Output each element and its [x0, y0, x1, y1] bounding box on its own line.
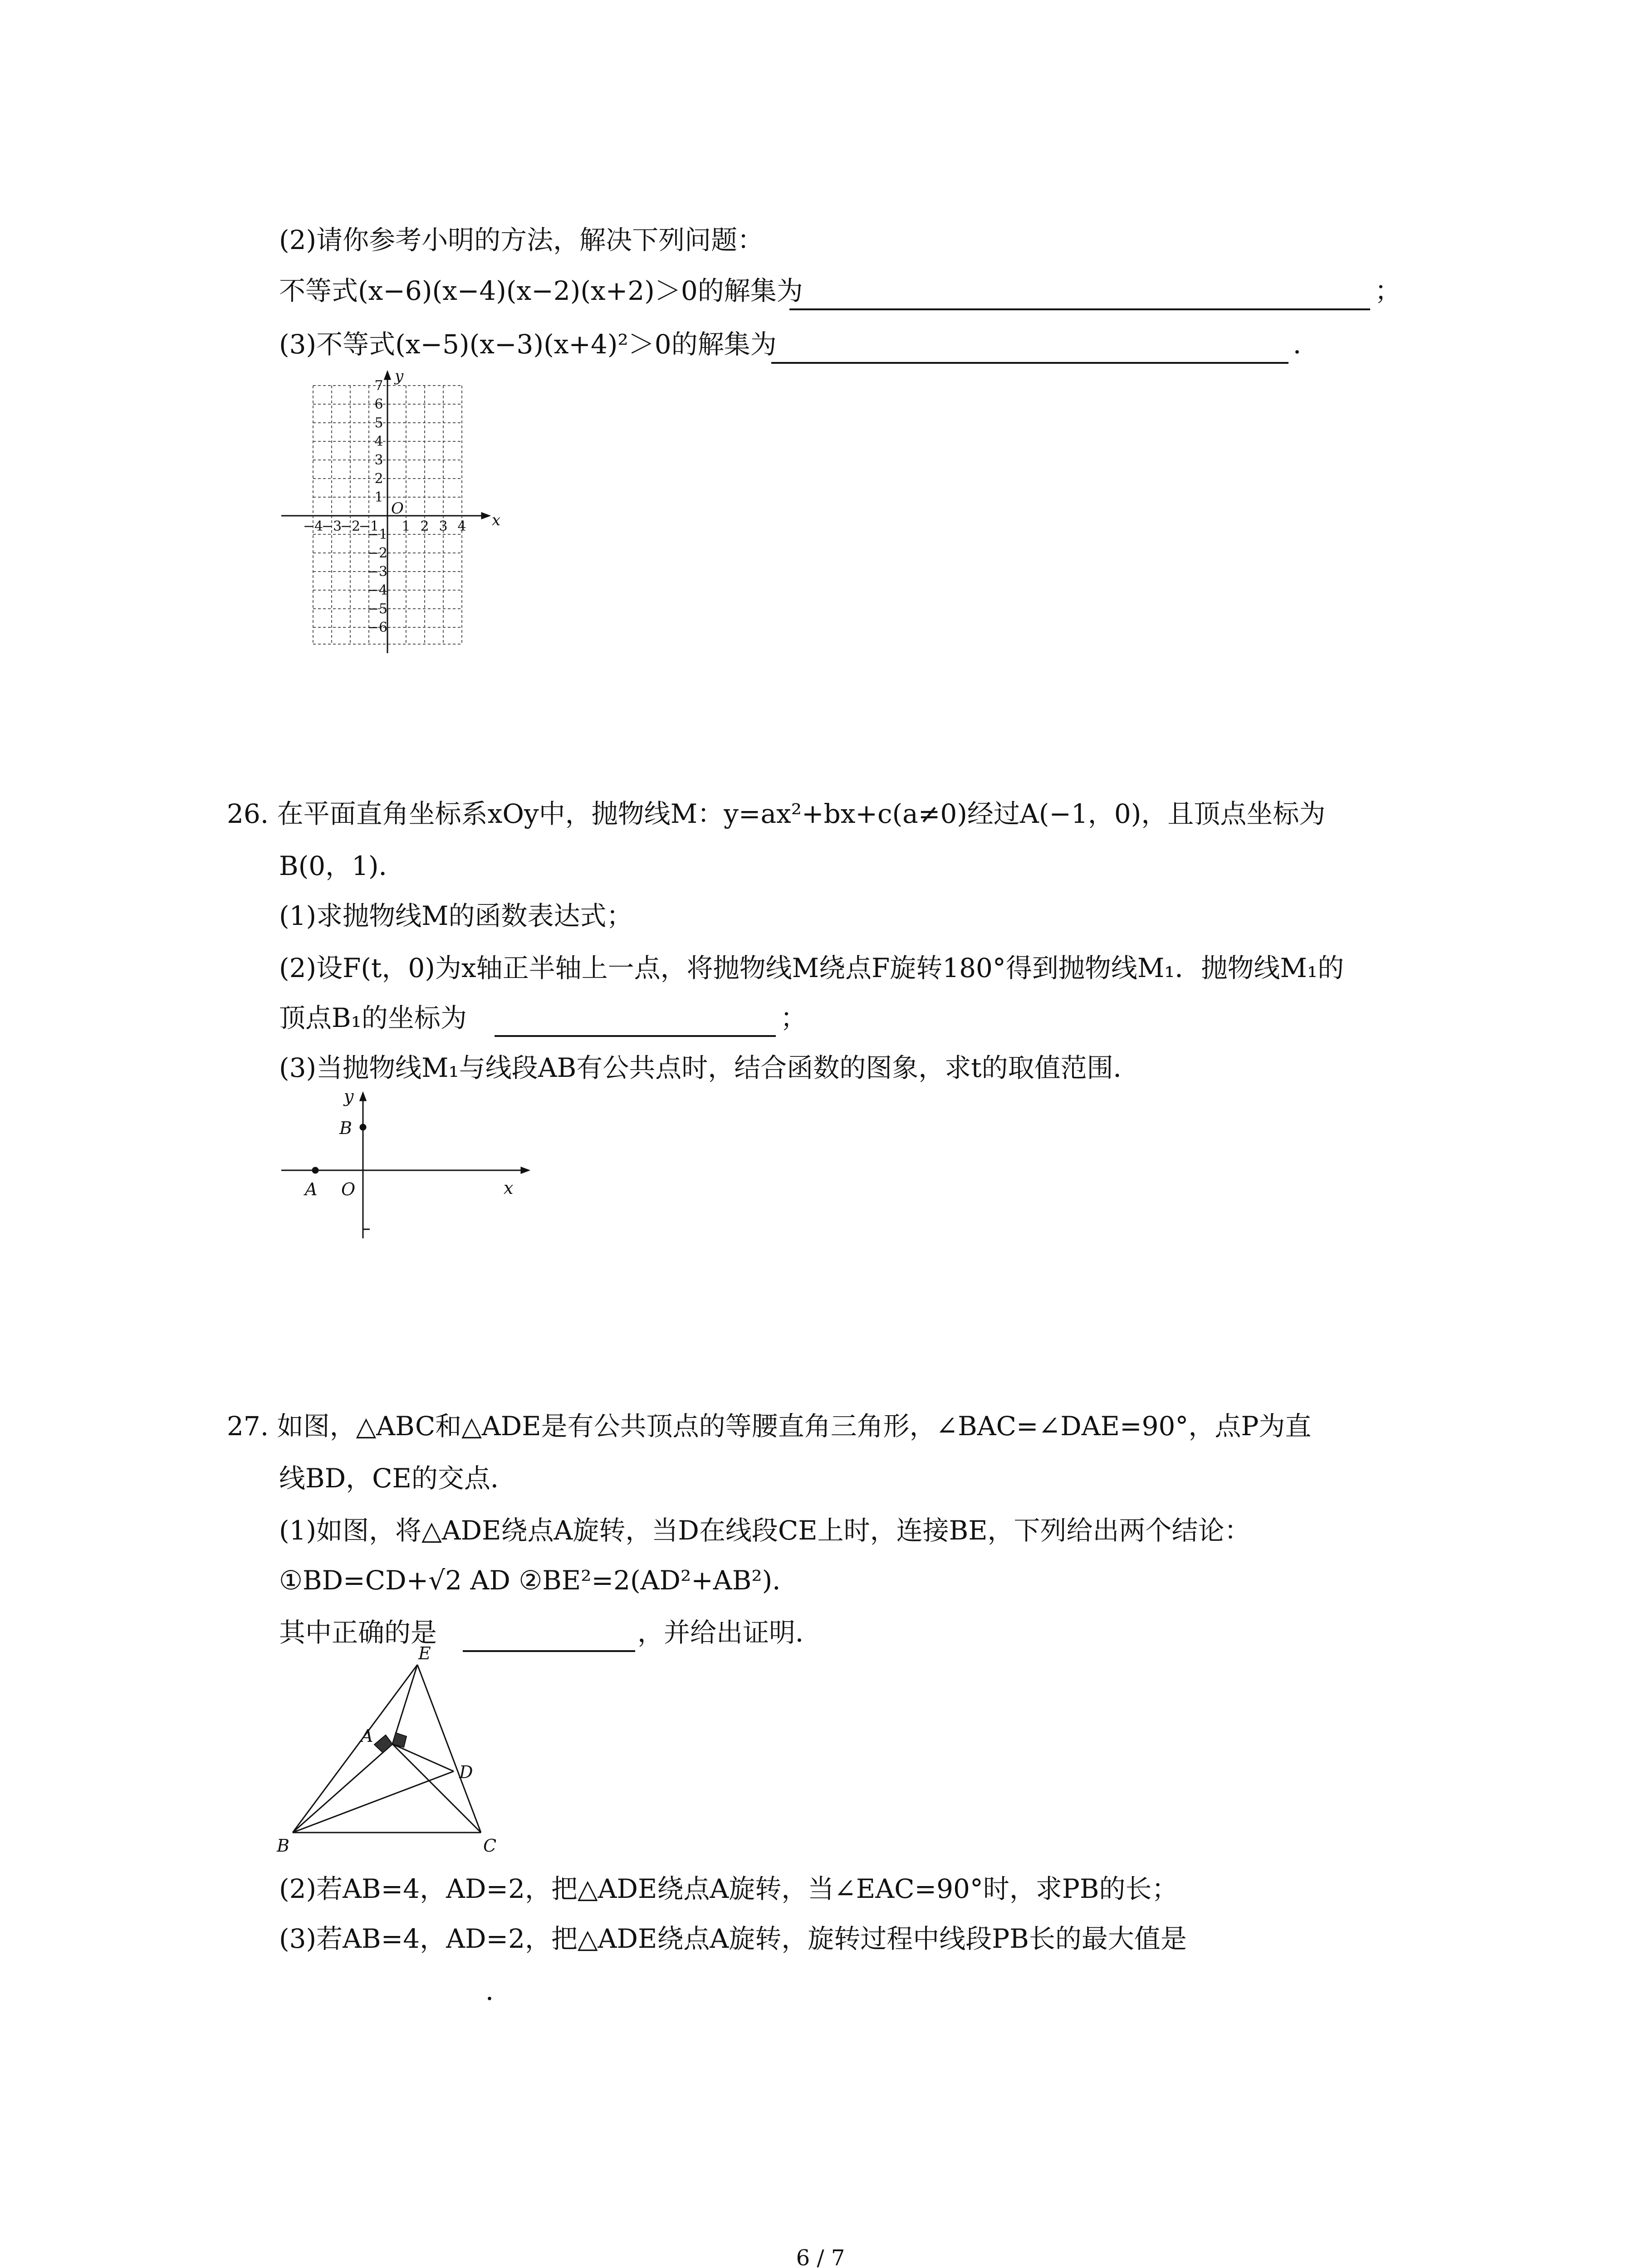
fig26-B-label: B	[339, 1118, 352, 1138]
grid-origin-label: O	[391, 499, 404, 518]
q26-part2: (2)设F(t，0)为x轴正半轴上一点，将抛物线M绕点F旋转180°得到抛物线M₁．抛物线M₁的	[279, 953, 1344, 983]
tick-x-neg2: −2	[340, 518, 361, 534]
q27-correct-end: ，并给出证明．	[637, 1617, 822, 1648]
q26-vertex-answer-blank	[495, 1035, 776, 1037]
grid-y-label: y	[395, 367, 404, 385]
q25-part2-intro: (2)请你参考小明的方法，解决下列问题：	[279, 225, 764, 255]
q25-part3-inequality: (3)不等式(x−5)(x−3)(x+4)²＞0的解集为	[279, 329, 777, 360]
fig27-segment-EC	[417, 1665, 481, 1833]
fig27-right-angle-mark-DAE	[392, 1733, 407, 1747]
q26-part3: (3)当抛物线M₁与线段AB有公共点时，结合函数的图象，求t的取值范围．	[279, 1052, 1140, 1083]
tick-y-neg2: −2	[367, 545, 388, 561]
fig27-segment-AC	[392, 1744, 481, 1833]
fig26-y-label: y	[344, 1086, 354, 1106]
grid-x-label: x	[492, 511, 501, 529]
fig26-A-label: A	[305, 1179, 318, 1199]
tick-y-neg1: −1	[367, 527, 388, 543]
q26-part2-end: ；	[780, 1002, 807, 1033]
q27-correct-prompt: 其中正确的是	[279, 1617, 437, 1648]
tick-y-4: 4	[374, 434, 383, 450]
q26-part1: (1)求抛物线M的函数表达式；	[279, 900, 633, 931]
fig26-x-label: x	[504, 1178, 514, 1198]
fig27-segment-BD	[293, 1771, 454, 1833]
tick-x-4: 4	[457, 518, 466, 534]
fig27-D-label: D	[459, 1762, 473, 1782]
fig27-segment-AD	[392, 1744, 454, 1771]
q26-stem-line1: 26. 在平面直角坐标系xOy中，抛物线M：y=ax²+bx+c(a≠0)经过A(−1，0)，且顶点坐标为	[227, 798, 1326, 829]
page-number: 6 / 7	[796, 2245, 845, 2268]
q25-part2-end: ；	[1375, 275, 1401, 306]
q27-part2: (2)若AB=4，AD=2，把△ADE绕点A旋转，当∠EAC=90°时，求PB的长；	[279, 1873, 1178, 1904]
fig27-right-angle-mark-BAC	[374, 1735, 392, 1753]
tick-y-neg5: −5	[367, 601, 388, 617]
fig26-x-arrow	[521, 1168, 529, 1173]
fig27-A-label: A	[361, 1726, 373, 1746]
q27-conclusions: ①BD=CD+√2 AD ②BE²=2(AD²+AB²)．	[279, 1565, 799, 1596]
tick-y-5: 5	[374, 415, 383, 431]
fig26-point-A	[313, 1168, 318, 1173]
q25-part2-answer-blank	[789, 308, 1370, 310]
tick-x-neg3: −3	[321, 518, 342, 534]
tick-y-1: 1	[374, 489, 383, 505]
q27-stem-line2: 线BD，CE的交点．	[279, 1463, 517, 1494]
q25-coordinate-grid	[272, 367, 508, 653]
tick-x-2: 2	[420, 518, 429, 534]
fig27-C-label: C	[483, 1836, 497, 1856]
tick-y-neg6: −6	[367, 620, 388, 635]
q26-axes-figure	[272, 1086, 535, 1243]
tick-y-neg3: −3	[367, 564, 388, 580]
q27-part3: (3)若AB=4，AD=2，把△ADE绕点A旋转，旋转过程中线段PB长的最大值是	[279, 1923, 1187, 1954]
q27-part1: (1)如图，将△ADE绕点A旋转，当D在线段CE上时，连接BE，下列给出两个结论：	[279, 1515, 1251, 1546]
tick-y-2: 2	[374, 471, 383, 487]
q25-part3-end: ．	[1293, 329, 1320, 360]
q25-part3-answer-blank	[771, 362, 1288, 364]
tick-y-6: 6	[374, 396, 383, 412]
q25-part2-inequality: 不等式(x−6)(x−4)(x−2)(x+2)＞0的解集为	[279, 275, 803, 306]
fig27-B-label: B	[277, 1836, 289, 1856]
fig27-segment-AE	[392, 1665, 417, 1744]
q27-part3-end: ．	[485, 1975, 512, 2006]
tick-x-neg4: −4	[303, 518, 323, 534]
tick-x-1: 1	[402, 518, 411, 534]
tick-y-3: 3	[374, 452, 383, 468]
q27-stem-line1: 27. 如图，△ABC和△ADE是有公共顶点的等腰直角三角形，∠BAC=∠DAE=90°，点P为直	[227, 1411, 1312, 1442]
fig26-point-B	[360, 1124, 366, 1130]
fig27-segment-BA	[293, 1744, 392, 1833]
fig26-O-label: O	[341, 1179, 356, 1199]
fig26-y-arrow	[360, 1093, 366, 1100]
q26-stem-line2: B(0，1)．	[279, 850, 405, 881]
q27-triangle-figure	[272, 1642, 526, 1860]
tick-y-neg4: −4	[367, 582, 388, 598]
q26-part2-vertex: 顶点B₁的坐标为	[279, 1002, 467, 1033]
fig27-segment-BE	[293, 1665, 417, 1833]
tick-x-neg1: −1	[358, 518, 379, 534]
fig27-E-label: E	[418, 1643, 431, 1663]
tick-x-3: 3	[439, 518, 448, 534]
tick-y-7: 7	[374, 378, 383, 394]
